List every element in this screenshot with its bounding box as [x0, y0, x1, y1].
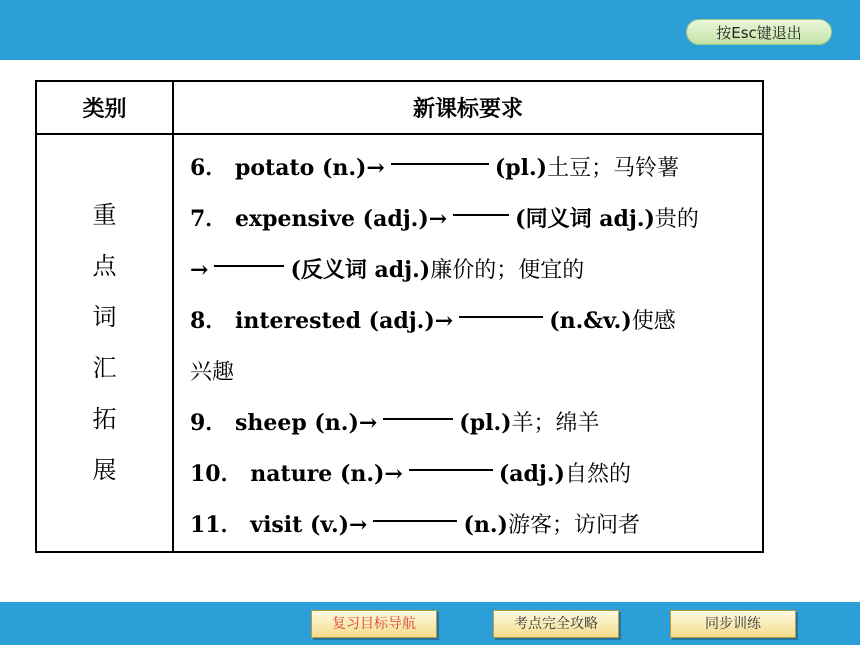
item-number: 7．	[190, 206, 228, 232]
item-number: 11．	[190, 512, 243, 538]
item-meaning: 自然的	[564, 462, 631, 487]
item-target-pos: (n.&v.)	[549, 308, 632, 334]
answer-blank[interactable]	[214, 245, 284, 267]
answer-blank[interactable]	[383, 398, 453, 420]
item-pos: (adj.)→	[368, 308, 454, 334]
requirement-cell	[173, 134, 763, 552]
item-pos: (n.)→	[321, 155, 385, 181]
item-word: visit	[242, 512, 310, 538]
bottom-nav-bar	[0, 602, 860, 645]
vocab-line	[190, 194, 752, 245]
item-word: sheep	[227, 410, 315, 436]
answer-blank[interactable]	[409, 449, 493, 471]
vocab-line	[190, 347, 752, 398]
table-header-row	[36, 81, 763, 134]
item-pos: (n.)→	[314, 410, 378, 436]
item-meaning: 贵的	[654, 207, 699, 232]
vocab-list	[190, 143, 752, 551]
item-target-pos: (同义词 adj.)	[515, 206, 655, 232]
vocab-line	[190, 500, 752, 551]
item-word: nature	[242, 461, 340, 487]
category-label: 重点词汇拓展	[92, 201, 117, 484]
item-target-pos: (adj.)	[498, 461, 565, 487]
item-word: interested	[227, 308, 369, 334]
answer-blank[interactable]	[391, 143, 489, 165]
item-pos: →	[190, 257, 209, 283]
item-pos: (adj.)→	[362, 206, 448, 232]
answer-blank[interactable]	[459, 296, 543, 318]
column-header-category: 类别	[36, 81, 173, 134]
item-target-pos: (反义词 adj.)	[290, 257, 431, 283]
item-target-pos: (pl.)	[494, 155, 548, 181]
nav-review-goals-button[interactable]: 复习目标导航	[311, 610, 437, 638]
item-meaning: 羊；绵羊	[511, 411, 600, 436]
item-meaning: 使感	[631, 309, 676, 334]
answer-blank[interactable]	[373, 500, 457, 522]
vocab-line	[190, 449, 752, 500]
vocab-line	[190, 296, 752, 347]
table-row	[36, 134, 763, 552]
item-pos: (v.)→	[310, 512, 368, 538]
top-bar	[0, 0, 860, 60]
item-number: 6．	[190, 155, 228, 181]
nav-key-points-button[interactable]: 考点完全攻略	[493, 610, 619, 638]
category-cell	[36, 134, 173, 552]
column-header-requirement: 新课标要求	[173, 81, 763, 134]
item-pos: (n.)→	[339, 461, 403, 487]
answer-blank[interactable]	[453, 194, 509, 216]
vocab-table	[35, 80, 764, 553]
vocab-line	[190, 143, 752, 194]
item-meaning: 游客；访问者	[507, 513, 640, 538]
item-target-pos: (pl.)	[459, 410, 512, 436]
item-word: potato	[227, 155, 322, 181]
vocab-line	[190, 398, 752, 449]
item-meaning: 土豆；马铃薯	[547, 156, 680, 181]
vocab-line	[190, 245, 752, 296]
item-word: expensive	[227, 206, 363, 232]
item-target-pos: (n.)	[463, 512, 508, 538]
item-number: 9．	[190, 410, 228, 436]
item-number: 10．	[190, 461, 243, 487]
item-number: 8．	[190, 308, 228, 334]
item-meaning: 廉价的；便宜的	[430, 258, 585, 283]
nav-practice-button[interactable]: 同步训练	[670, 610, 796, 638]
exit-button[interactable]: 按Esc键退出	[686, 19, 832, 45]
item-meaning: 兴趣	[190, 360, 235, 385]
